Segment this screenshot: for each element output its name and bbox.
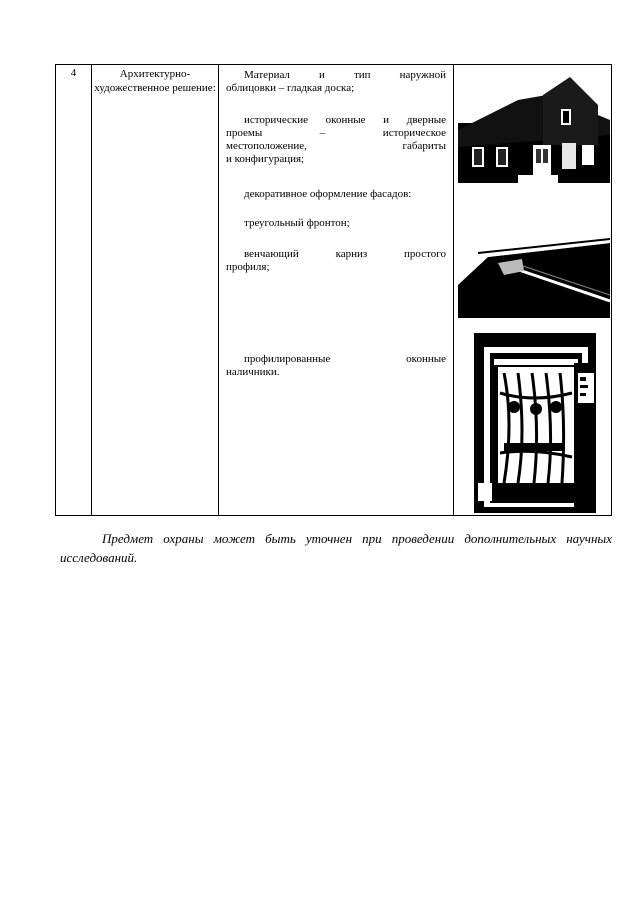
category-label: Архитектурно-художественное решение: — [94, 68, 216, 94]
protection-table — [55, 64, 612, 516]
item-text: декоративное оформление фасадов: — [244, 188, 412, 200]
footnote-text: Предмет охраны может быть уточнен при проведении дополнительных научных исследований. — [60, 531, 612, 565]
item-text: проемы – историческое — [226, 127, 446, 139]
item-text: профиля; — [226, 261, 270, 273]
column-divider — [218, 65, 219, 515]
item-text: Материал и тип наружной — [244, 69, 446, 81]
item-text: треугольный фронтон; — [244, 217, 350, 229]
house-photo — [458, 75, 610, 193]
item-text: наличники. — [226, 366, 280, 378]
list-item — [226, 353, 446, 379]
item-text: профилированные оконные — [244, 353, 446, 365]
list-item — [226, 114, 446, 166]
item-text: исторические оконные и дверные — [244, 114, 446, 126]
window-frame-photo — [474, 333, 596, 513]
item-text: местоположение, габариты — [226, 140, 446, 152]
item-text: и конфигурация; — [226, 153, 305, 165]
row-number: 4 — [70, 67, 77, 79]
list-item — [226, 188, 446, 201]
column-divider — [453, 65, 454, 515]
item-text: облицовки – гладкая доска; — [226, 82, 355, 94]
item-text: венчающий карниз простого — [244, 248, 446, 260]
cornice-photo — [458, 235, 610, 318]
list-item — [226, 248, 446, 274]
column-divider — [91, 65, 92, 515]
list-item — [226, 217, 446, 230]
list-item — [226, 69, 446, 95]
